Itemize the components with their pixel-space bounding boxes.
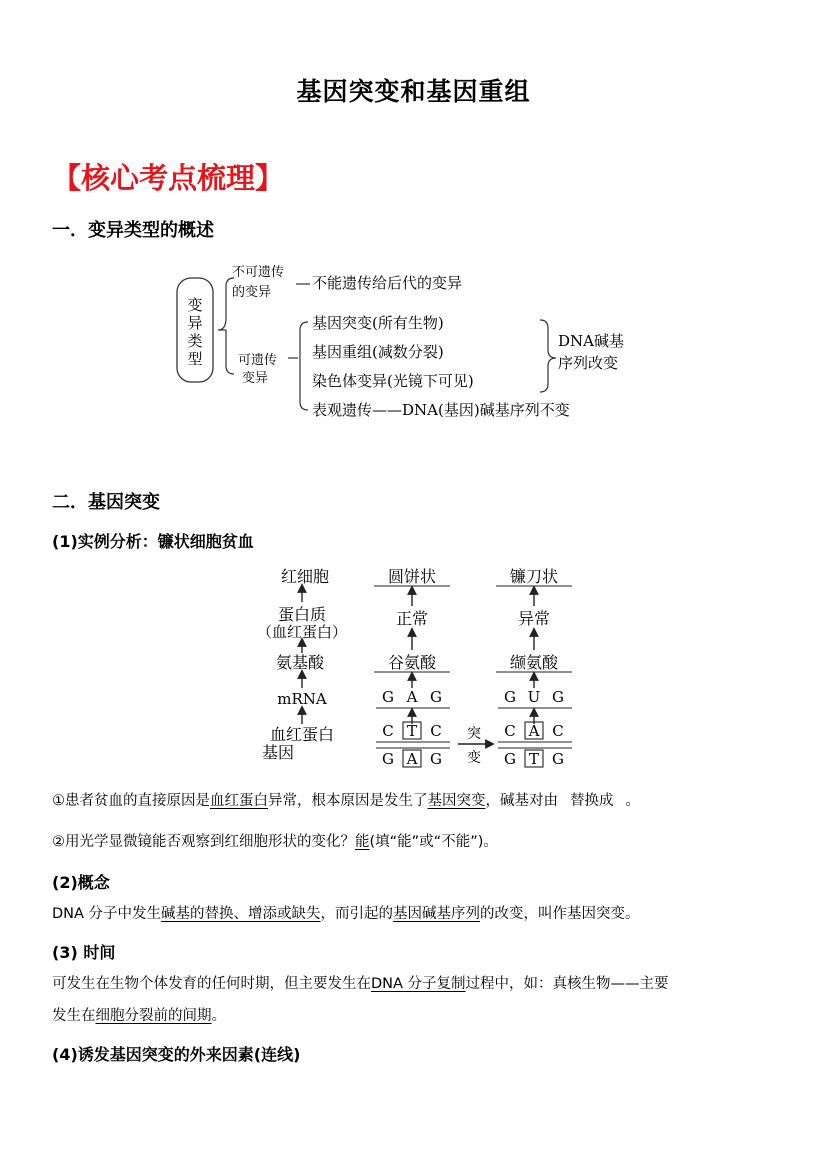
concept-answer-2: 基因碱基序列	[393, 906, 481, 922]
mutant-mrna-base: U	[527, 688, 541, 706]
time-heading: (3) 时间	[52, 943, 116, 962]
mutant-dna-top-base: C	[504, 722, 516, 740]
q1-suffix: 。	[625, 793, 640, 809]
question-2	[52, 832, 498, 852]
time-answer-2: 细胞分裂前的间期	[95, 1008, 212, 1024]
time-line2-prefix: 发生在	[52, 1008, 96, 1024]
normal-protein: 正常	[395, 609, 429, 628]
label-hb-gene-2: 基因	[261, 743, 295, 762]
part2-heading: 二．基因突变	[52, 492, 160, 513]
normal-mrna-base: G	[382, 688, 394, 706]
time-text-line2	[52, 1006, 226, 1026]
time-line1-suffix: 过程中，如：真核生物——主要	[465, 976, 669, 992]
time-line1-prefix: 可发生在生物个体发育的任何时期，但主要发生在	[52, 976, 371, 992]
normal-dna-top-base: C	[382, 722, 394, 740]
normal-amino-acid: 谷氨酸	[387, 653, 437, 672]
q2-suffix: (填“能”或“不能”)。	[369, 834, 498, 850]
q1-prefix: ①患者贫血的直接原因是	[52, 793, 210, 809]
root-char: 型	[187, 350, 203, 368]
q2-answer: 能	[355, 834, 370, 850]
normal-dna-top-base: T	[406, 722, 418, 740]
heritable-brace	[300, 322, 308, 410]
mutation-label-1: 突	[467, 726, 481, 742]
normal-cell-shape: 圆饼状	[387, 567, 437, 586]
mutant-dna-bottom-base: G	[504, 750, 516, 768]
mutant-cell-shape: 镰刀状	[509, 567, 559, 586]
mutant-dna-top-base: A	[528, 722, 540, 740]
root-char: 类	[187, 332, 203, 350]
concept-prefix: DNA 分子中发生	[52, 906, 162, 922]
normal-dna-bottom-base: A	[406, 750, 418, 768]
brace-note-line2: 序列改变	[558, 354, 619, 372]
variation-types-diagram	[160, 258, 680, 428]
concept-heading: (2)概念	[52, 873, 110, 892]
mutant-amino-acid: 缬氨酸	[509, 653, 559, 672]
label-amino-acid: 氨基酸	[275, 653, 325, 672]
label-hemoglobin: （血红蛋白）	[256, 623, 348, 641]
q1-answer-3: 替换成	[570, 793, 614, 809]
concept-mid: ，而引起的	[320, 906, 394, 922]
time-answer-1: DNA 分子复制	[371, 976, 466, 992]
q1-answer-1: 血红蛋白	[210, 793, 268, 809]
branch-heritable-line2: 变异	[242, 371, 269, 386]
mutant-dna-bottom-base: G	[552, 750, 564, 768]
heritable-item: 基因突变(所有生物)	[312, 314, 444, 332]
part1-heading: 一．变异类型的概述	[52, 220, 214, 241]
normal-mrna-base: G	[430, 688, 442, 706]
mutant-dna-bottom-base: T	[528, 750, 540, 768]
q1-mid-1: 异常，根本原因是发生了	[268, 793, 428, 809]
right-brace	[540, 320, 556, 392]
heritable-item: 染色体变异(光镜下可见)	[312, 372, 474, 390]
page-title: 基因突变和基因重组	[296, 77, 531, 106]
heritable-item: 表观遗传——DNA(基因)碱基序列不变	[312, 401, 570, 419]
nonheritable-desc: 不能遗传给后代的变异	[312, 274, 463, 292]
branch-nonheritable-line1: 不可遗传	[232, 265, 285, 280]
brace-note-line1: DNA碱基	[558, 332, 624, 350]
label-protein: 蛋白质	[277, 605, 327, 624]
concept-suffix: 的改变，叫作基因突变。	[480, 906, 640, 922]
root-char: 异	[187, 314, 203, 332]
heritable-item: 基因重组(减数分裂)	[312, 343, 444, 361]
q1-answer-2: 基因突变	[427, 793, 486, 809]
branch-nonheritable-line2: 的变异	[232, 285, 272, 300]
label-red-cell: 红细胞	[280, 567, 330, 586]
label-hb-gene-1: 血红蛋白	[269, 725, 335, 744]
q1-mid-2: ，碱基对由	[485, 793, 558, 809]
normal-dna-bottom-base: G	[430, 750, 442, 768]
factors-heading: (4)诱发基因突变的外来因素(连线)	[52, 1045, 301, 1064]
label-mrna: mRNA	[277, 690, 327, 708]
concept-answer-1: 碱基的替换、增添或缺失	[161, 906, 321, 922]
branch-heritable-line1: 可遗传	[238, 353, 278, 368]
normal-dna-bottom-base: G	[382, 750, 394, 768]
mutant-mrna-base: G	[504, 688, 516, 706]
section-heading: 【核心考点梳理】	[52, 161, 285, 195]
mutant-protein: 异常	[517, 609, 551, 628]
mutant-mrna-base: G	[552, 688, 564, 706]
time-text-line1	[52, 974, 669, 994]
time-line2-suffix: 。	[211, 1008, 226, 1024]
mutation-label-2: 变	[467, 750, 481, 766]
question-1	[52, 791, 640, 811]
normal-dna-top-base: C	[430, 722, 442, 740]
q2-prefix: ②用光学显微镜能否观察到红细胞形状的变化？	[52, 834, 355, 850]
concept-text	[52, 904, 640, 924]
root-char: 变	[187, 296, 203, 314]
sickle-cell-figure	[250, 562, 590, 774]
example-heading: (1)实例分析：镰状细胞贫血	[52, 532, 254, 551]
normal-mrna-base: A	[406, 688, 418, 706]
mutant-dna-top-base: C	[552, 722, 564, 740]
